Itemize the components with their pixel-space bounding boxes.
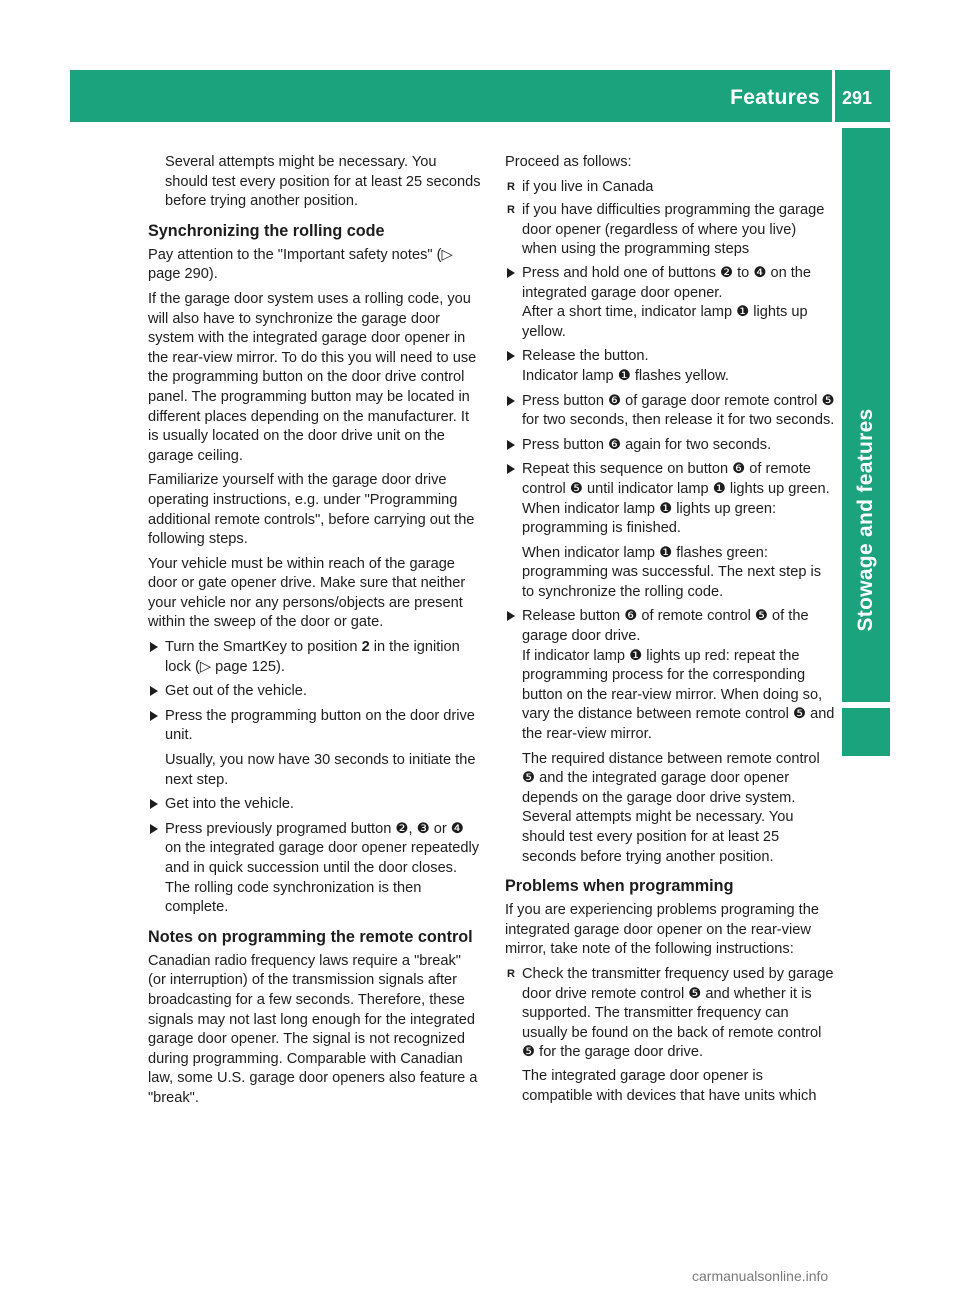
step-arrow-icon <box>150 799 158 809</box>
step-arrow-icon <box>507 440 515 450</box>
watermark: carmanualsonline.info <box>692 1268 829 1284</box>
instruction-step: Get into the vehicle. <box>148 795 482 815</box>
notes-heading: Notes on programming the remote control <box>148 927 473 946</box>
instruction-step: Press previously programed button ❷, ❸ or ❹ on the integrated garage door opener repeatedly and in quick succession until the door closes. The rolling code synchronization is then complete. <box>148 820 482 918</box>
bullet-item: R if you live in Canada <box>505 178 835 198</box>
step-note: After a short time, indicator lamp ❶ lights up yellow. <box>522 304 808 340</box>
step-arrow-icon <box>507 396 515 406</box>
instruction-step: Release button ❻ of remote control ❺ of the garage door drive. If indicator lamp ❶ lights up red: repeat the programming process for the corresponding button on the rear-view mirror. When doing so, vary the distance between remote control ❺ and the rear-view mirror. <box>505 607 835 744</box>
paragraph: Familiarize yourself with the garage door drive operating instructions, e.g. under "Programming additional remote controls", before carrying out the following steps. <box>148 472 475 548</box>
step-note: When indicator lamp ❶ flashes green: programming was successful. The next step is to synchronize the rolling code. <box>522 544 822 600</box>
step-arrow-icon <box>507 268 515 278</box>
instruction-step: Press button ❻ of garage door remote control ❺ for two seconds, then release it for two seconds. <box>505 392 835 431</box>
instruction-step: Get out of the vehicle. <box>148 682 482 702</box>
step-note: The rolling code synchronization is then complete. <box>165 879 422 916</box>
paragraph: Pay attention to the "Important safety notes" (▷ page 290). <box>148 246 453 283</box>
step-arrow-icon <box>150 642 158 652</box>
section-title: Features <box>730 86 820 109</box>
right-column <box>505 153 835 1111</box>
bullet-icon: R <box>507 180 515 193</box>
instruction-step: Repeat this sequence on button ❻ of remote control ❺ until indicator lamp ❶ lights up green. When indicator lamp ❶ lights up green: programming is finished. <box>505 460 835 538</box>
step-arrow-icon <box>507 464 515 474</box>
paragraph: Your vehicle must be within reach of the garage door or gate opener drive. Make sure that neither your vehicle nor any persons/objects are present within the sweep of the door or gate. <box>148 555 466 631</box>
bullet-note: The integrated garage door opener is compatible with devices that have units which <box>522 1067 817 1104</box>
paragraph: If the garage door system uses a rolling code, you will also have to synchronize the garage door system with the integrated garage door opener in the rear-view mirror. To do this you will need to use the programming button on the door drive control panel. The programming button may be located in different places depending on the manufacturer. It is usually located on the door drive unit on the garage ceiling. <box>148 290 477 464</box>
step-arrow-icon <box>150 711 158 721</box>
bullet-item: R if you have difficulties programming the garage door opener (regardless of where you live) when using the programming steps <box>507 202 825 258</box>
ignition-position: 2 <box>361 639 370 656</box>
step-note: If indicator lamp ❶ lights up red: repeat the programming process for the corresponding button on the rear-view mirror. When doing so, vary the distance between remote control ❺ and the rear-view mirror. <box>522 647 835 743</box>
instruction-step: Turn the SmartKey to position 2 in the ignition lock (▷ page 125). <box>148 638 482 677</box>
instruction-step: Press the programming button on the door drive unit. <box>148 707 482 746</box>
side-tab-label: Stowage and features <box>854 408 877 632</box>
step-arrow-icon <box>150 686 158 696</box>
left-column <box>148 153 482 1114</box>
intro-paragraph: Several attempts might be necessary. You should test every position for at least 25 seconds before trying another position. <box>165 154 481 210</box>
paragraph: If you are experiencing problems programing the integrated garage door opener on the rear-view mirror, take note of the following instructions: <box>505 902 819 958</box>
step-note: Indicator lamp ❶ flashes yellow. <box>522 367 729 384</box>
bullet-icon: R <box>507 204 515 217</box>
instruction-step: Press and hold one of buttons ❷ to ❹ on the integrated garage door opener. After a short time, indicator lamp ❶ lights up yellow. <box>505 264 835 342</box>
instruction-step: Press button ❻ again for two seconds. <box>505 436 835 456</box>
step-note: Usually, you now have 30 seconds to initiate the next step. <box>165 752 476 788</box>
step-note: When indicator lamp ❶ lights up green: programming is finished. <box>522 500 777 537</box>
sync-heading: Synchronizing the rolling code <box>148 221 385 240</box>
bullet-icon: R <box>507 967 515 980</box>
side-marker <box>842 708 890 756</box>
paragraph: Canadian radio frequency laws require a "break" (or interruption) of the transmission signals after broadcasting for a few seconds. Therefore, these signals may not last long enough for the integrated garage door opener. The signal is not recognized during programming. Comparable with Canadian law, some U.S. garage door openers also feature a "break". <box>148 952 478 1106</box>
bullet-item: R Check the transmitter frequency used by garage door drive remote control ❺ and whether it is supported. The transmitter frequency can usually be found on the back of remote control ❺ for the garage door drive. <box>507 965 834 1061</box>
problems-heading: Problems when programming <box>505 877 734 896</box>
step-arrow-icon <box>507 351 515 361</box>
paragraph: Proceed as follows: <box>505 154 632 170</box>
page-number: 291 <box>842 88 873 108</box>
step-arrow-icon <box>507 611 515 621</box>
instruction-step: Release the button. Indicator lamp ❶ flashes yellow. <box>505 347 835 386</box>
step-note: The required distance between remote control ❺ and the integrated garage door opener depends on the garage door drive system. Several attempts might be necessary. You should test every position for at least 25 seconds before trying another position. <box>522 750 820 865</box>
step-arrow-icon <box>150 824 158 834</box>
header-divider <box>832 70 835 122</box>
